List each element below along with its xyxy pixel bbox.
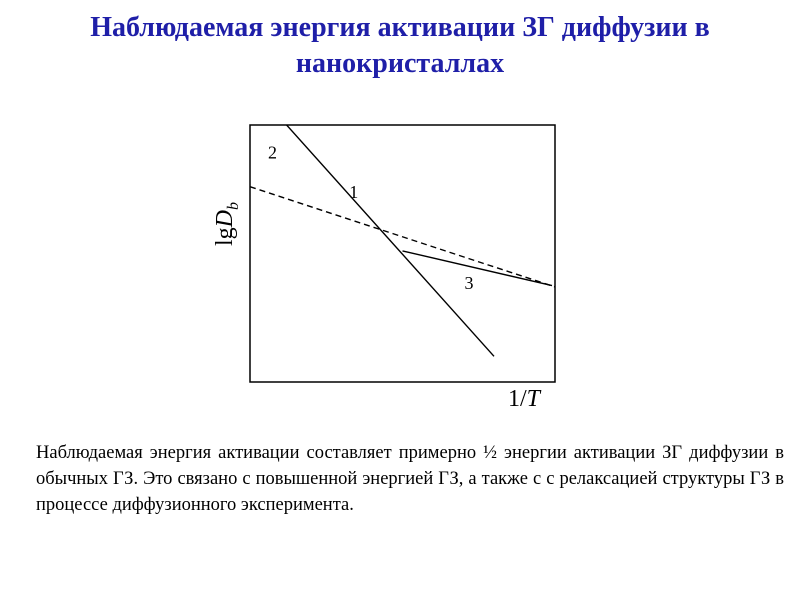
series-line-1: [287, 125, 494, 356]
series-layer: [250, 125, 555, 356]
series-line-2: [250, 187, 555, 287]
y-axis-label-sub: b: [225, 201, 242, 210]
series-label-3: 3: [464, 272, 474, 293]
slide-title: Наблюдаемая энергия активации ЗГ диффузии в нанокристаллах: [90, 12, 710, 79]
x-axis-label-num: 1/: [508, 386, 527, 412]
x-axis-label: [508, 386, 542, 412]
series-label-2: 2: [268, 142, 277, 163]
body-text: Наблюдаемая энергия активации составляет примерно ½ энергии активации ЗГ диффузии в обычных ГЗ. Это связано с повышенной энергией ГЗ, а также с с релаксацией структуры ГЗ в процессе диффузионного эксперимента.: [36, 443, 784, 515]
series-label-1: 1: [349, 182, 359, 202]
series-line-3: [403, 251, 553, 286]
y-axis-label: [212, 202, 242, 246]
y-axis-label-var: D: [212, 209, 238, 228]
y-axis-label-main: lg: [212, 227, 238, 246]
x-axis-label-var: T: [526, 386, 541, 412]
